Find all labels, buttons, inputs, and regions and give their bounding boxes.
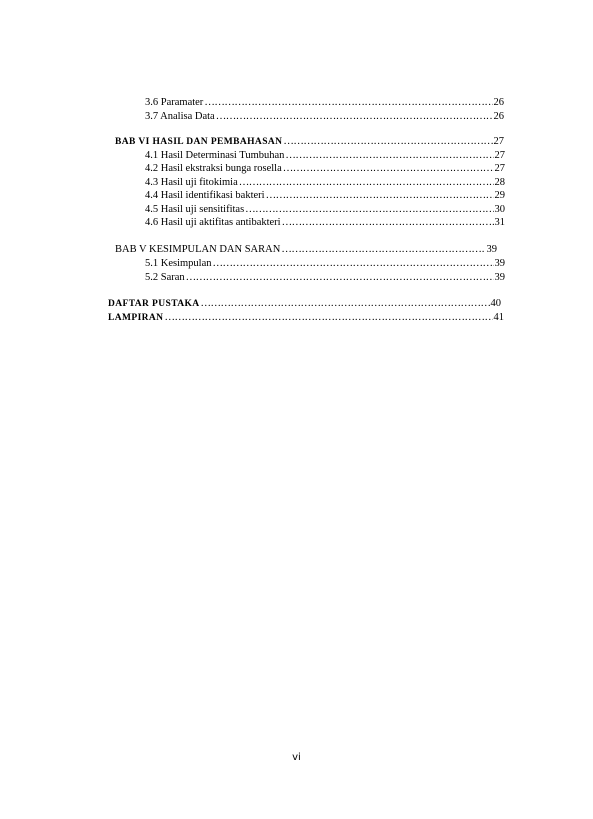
toc-entry-label: 5.1 Kesimpulan	[145, 258, 212, 269]
toc-entry-page: 41	[493, 312, 504, 323]
toc-leader-dots	[216, 110, 493, 123]
toc-leader-dots	[213, 257, 494, 270]
toc-entry-page: 30	[494, 204, 505, 215]
toc-leader-dots	[201, 297, 490, 310]
toc-leader-dots	[204, 96, 492, 109]
toc-heading-bab-4	[115, 135, 504, 148]
toc-heading-page: 39	[486, 244, 497, 255]
toc-leader-dots	[245, 203, 493, 216]
toc-leader-dots	[239, 176, 494, 189]
toc-entry-page: 27	[494, 163, 505, 174]
toc-entry-5-1	[145, 257, 505, 270]
toc-entry-label: 4.1 Hasil Determinasi Tumbuhan	[145, 150, 285, 161]
toc-entry-label: DAFTAR PUSTAKA	[108, 299, 200, 309]
toc-entry-page: 29	[494, 190, 505, 201]
toc-entry-4-1	[145, 149, 505, 162]
toc-leader-dots	[186, 271, 494, 284]
toc-entry-label: 5.2 Saran	[145, 272, 185, 283]
toc-entry-page: 39	[494, 272, 505, 283]
toc-leader-dots	[164, 311, 492, 324]
toc-heading-page: 27	[493, 136, 504, 147]
toc-entry-label: 4.3 Hasil uji fitokimia	[145, 177, 238, 188]
toc-entry-label: 4.5 Hasil uji sensitifitas	[145, 204, 245, 215]
toc-heading-bab-5	[115, 243, 497, 256]
toc-entry-label: LAMPIRAN	[108, 313, 164, 323]
toc-entry-label: 4.2 Hasil ekstraksi bunga rosella	[145, 163, 282, 174]
toc-entry-3-6	[145, 96, 504, 109]
toc-heading-label: BAB VI HASIL DAN PEMBAHASAN	[115, 137, 283, 147]
toc-entry-page: 26	[493, 97, 504, 108]
toc-entry-lampiran	[108, 311, 504, 324]
toc-entry-page: 40	[490, 298, 501, 309]
page-number: vi	[292, 752, 301, 763]
toc-entry-4-6	[145, 216, 505, 229]
toc-entry-4-4	[145, 189, 505, 202]
toc-entry-4-2	[145, 162, 505, 175]
toc-leader-dots	[283, 162, 494, 175]
toc-entry-3-7	[145, 110, 504, 123]
toc-heading-label: BAB V KESIMPULAN DAN SARAN	[115, 244, 281, 255]
toc-entry-4-5	[145, 203, 505, 216]
toc-entry-label: 4.4 Hasil identifikasi bakteri	[145, 190, 265, 201]
toc-leader-dots	[282, 216, 494, 229]
toc-entry-page: 28	[494, 177, 505, 188]
toc-entry-page: 27	[494, 150, 505, 161]
toc-entry-4-3	[145, 176, 505, 189]
toc-entry-page: 26	[493, 111, 504, 122]
toc-entry-daftar-pustaka	[108, 297, 501, 310]
toc-entry-page: 39	[494, 258, 505, 269]
toc-leader-dots	[285, 149, 493, 162]
toc-entry-label: 3.7 Analisa Data	[145, 111, 215, 122]
toc-leader-dots	[283, 135, 492, 148]
toc-entry-label: 3.6 Paramater	[145, 97, 204, 108]
toc-leader-dots	[266, 189, 494, 202]
toc-leader-dots	[281, 243, 485, 256]
toc-entry-5-2	[145, 271, 505, 284]
toc-entry-label: 4.6 Hasil uji aktifitas antibakteri	[145, 217, 281, 228]
toc-entry-page: 31	[494, 217, 505, 228]
